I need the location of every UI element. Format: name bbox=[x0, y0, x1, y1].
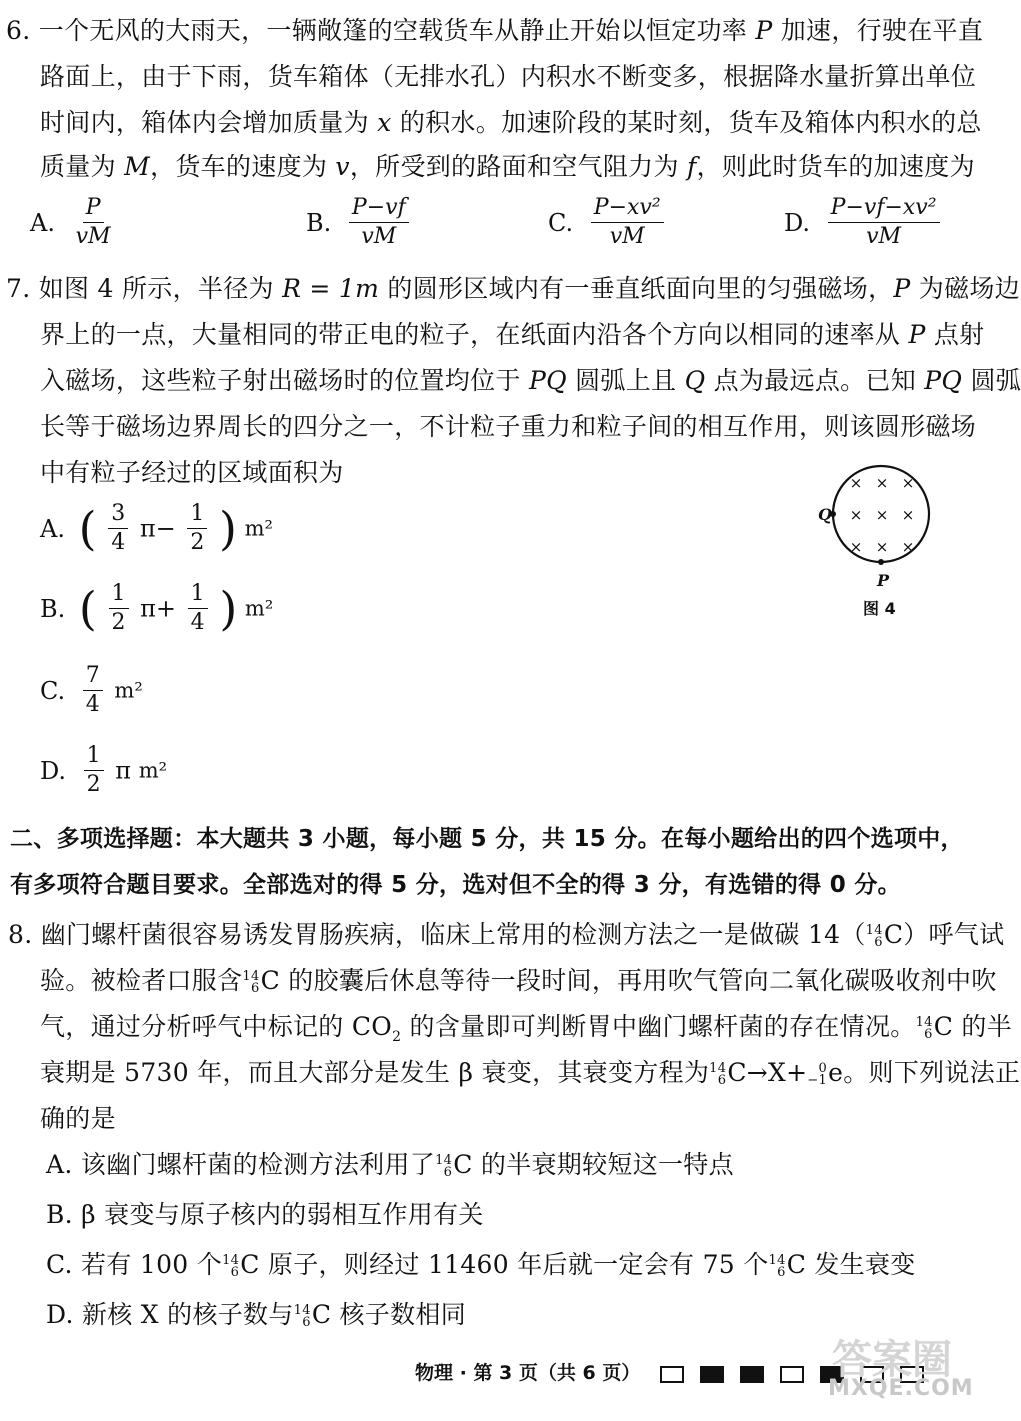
field-cross: × bbox=[849, 538, 863, 556]
q6-option-d[interactable]: D. $\frac{\text{P−vf−xv²}}{vM}$ bbox=[784, 196, 944, 249]
q7-option-a[interactable]: A. ( $\frac{3}{4}$ π− $\frac{1}{2}$ ) m² bbox=[40, 501, 273, 556]
field-cross: × bbox=[875, 474, 889, 492]
q7-option-c[interactable]: C. $\frac{7}{4}$ m² bbox=[40, 663, 143, 717]
field-crosses bbox=[850, 474, 915, 556]
watermark bbox=[822, 1328, 982, 1408]
label-p: P bbox=[877, 571, 890, 590]
watermark-url: MXQE.COM bbox=[828, 1376, 974, 1401]
q6-number: 6. bbox=[6, 16, 31, 45]
q8-option-b[interactable]: B. β 衰变与原子核内的弱相互作用有关 bbox=[46, 1200, 484, 1229]
field-cross: × bbox=[849, 506, 863, 524]
q8-option-a[interactable]: A. 该幽门螺杆菌的检测方法利用了 14 6 C 的半衰期较短这一特点 bbox=[46, 1150, 734, 1180]
q7-line-4: 长等于磁场边界周长的四分之一，不计粒子重力和粒子间的相互作用，则该圆形磁场 bbox=[40, 412, 977, 441]
field-cross: × bbox=[901, 474, 915, 492]
q8-line-2: 验。被检者口服含 14 6 C 的胶囊后休息等待一段时间，再用吹气管向二氧化碳吸收剂中吹 bbox=[40, 966, 997, 996]
q7-option-d[interactable]: D. $\frac{1}{2}$ π m² bbox=[40, 743, 168, 797]
field-cross: × bbox=[901, 538, 915, 556]
footer-marker-box bbox=[740, 1366, 764, 1383]
footer-marker-box bbox=[700, 1366, 724, 1383]
q7-line-1: 7. 如图 4 所示，半径为 R = 1m 的圆形区域内有一垂直纸面向里的匀强磁场，P 为磁场边 bbox=[6, 272, 960, 306]
q7-option-b[interactable]: B. ( $\frac{1}{2}$ π+ $\frac{1}{4}$ ) m² bbox=[40, 581, 274, 636]
field-cross: × bbox=[849, 474, 863, 492]
q6-line-1: 6. 一个无风的大雨天，一辆敞篷的空载货车从静止开始以恒定功率 P 加速，行驶在平直 bbox=[6, 14, 960, 48]
q6-line-2: 路面上，由于下雨，货车箱体（无排水孔）内积水不断变多，根据降水量折算出单位 bbox=[40, 62, 977, 91]
q8-line-1: 8. 幽门螺杆菌很容易诱发胃肠疾病，临床上常用的检测方法之一是做碳 14（ 14 6 C）呼气试 bbox=[8, 918, 960, 952]
q6-line-4: 质量为 M，货车的速度为 v，所受到的路面和空气阻力为 f，则此时货车的加速度为 bbox=[40, 152, 975, 181]
q7-number: 7. bbox=[6, 274, 31, 303]
q8-option-d[interactable]: D. 新核 X 的核子数与 14 6 C 核子数相同 bbox=[46, 1300, 466, 1330]
q6-line-3: 时间内，箱体内会增加质量为 x 的积水。加速阶段的某时刻，货车及箱体内积水的总 bbox=[40, 108, 982, 137]
field-cross: × bbox=[875, 506, 889, 524]
label-q: Q bbox=[818, 505, 832, 524]
section-2-heading-line-2: 有多项符合题目要求。全部选对的得 5 分，选对但不全的得 3 分，有选错的得 0 分。 bbox=[10, 872, 901, 898]
q6-option-a[interactable]: A. $\frac{P}{vM}$ bbox=[30, 195, 111, 249]
figure-4-caption: 图 4 bbox=[863, 599, 896, 618]
watermark-logo: 答案圈 bbox=[832, 1337, 952, 1383]
q7-line-3: 入磁场，这些粒子射出磁场时的位置均位于 PQ 圆弧上且 Q 点为最远点。已知 PQ 圆弧 bbox=[40, 366, 1021, 395]
point-p-dot bbox=[878, 559, 884, 565]
q8-number: 8. bbox=[8, 920, 33, 949]
footer-marker-box bbox=[780, 1366, 804, 1383]
q8-line-5: 确的是 bbox=[40, 1104, 116, 1133]
q7-line-5: 中有粒子经过的区域面积为 bbox=[40, 458, 344, 487]
q8-option-c[interactable]: C. 若有 100 个 14 6 C 原子，则经过 11460 年后就一定会有 75 个 14 6 C 发生衰变 bbox=[46, 1250, 916, 1280]
section-2-heading-line-1: 二、多项选择题：本大题共 3 小题，每小题 5 分，共 15 分。在每小题给出的四个选项中， bbox=[10, 826, 964, 852]
field-cross: × bbox=[901, 506, 915, 524]
q6-option-b[interactable]: B. $\frac{P-vf}{vM}$ bbox=[306, 196, 413, 249]
q8-line-3: 气，通过分析呼气中标记的 $CO_2$ 的含量即可判断胃中幽门螺杆菌的存在情况。 14 6 C 的半 bbox=[40, 1012, 1012, 1045]
footer-page-number: 物理 · 第 3 页（共 6 页） bbox=[415, 1362, 641, 1384]
q6-option-c[interactable]: C. $\frac{\text{P−xv²}}{vM}$ bbox=[548, 196, 668, 249]
field-cross: × bbox=[875, 538, 889, 556]
footer-marker-box bbox=[660, 1366, 684, 1383]
q8-line-4: 衰期是 5730 年，而且大部分是发生 β 衰变，其衰变方程为 14 6 C→X+ 0 −1 e。则下列说法正 bbox=[40, 1058, 1021, 1088]
q7-line-2: 界上的一点，大量相同的带正电的粒子，在纸面内沿各个方向以相同的速率从 P 点射 bbox=[40, 320, 985, 349]
